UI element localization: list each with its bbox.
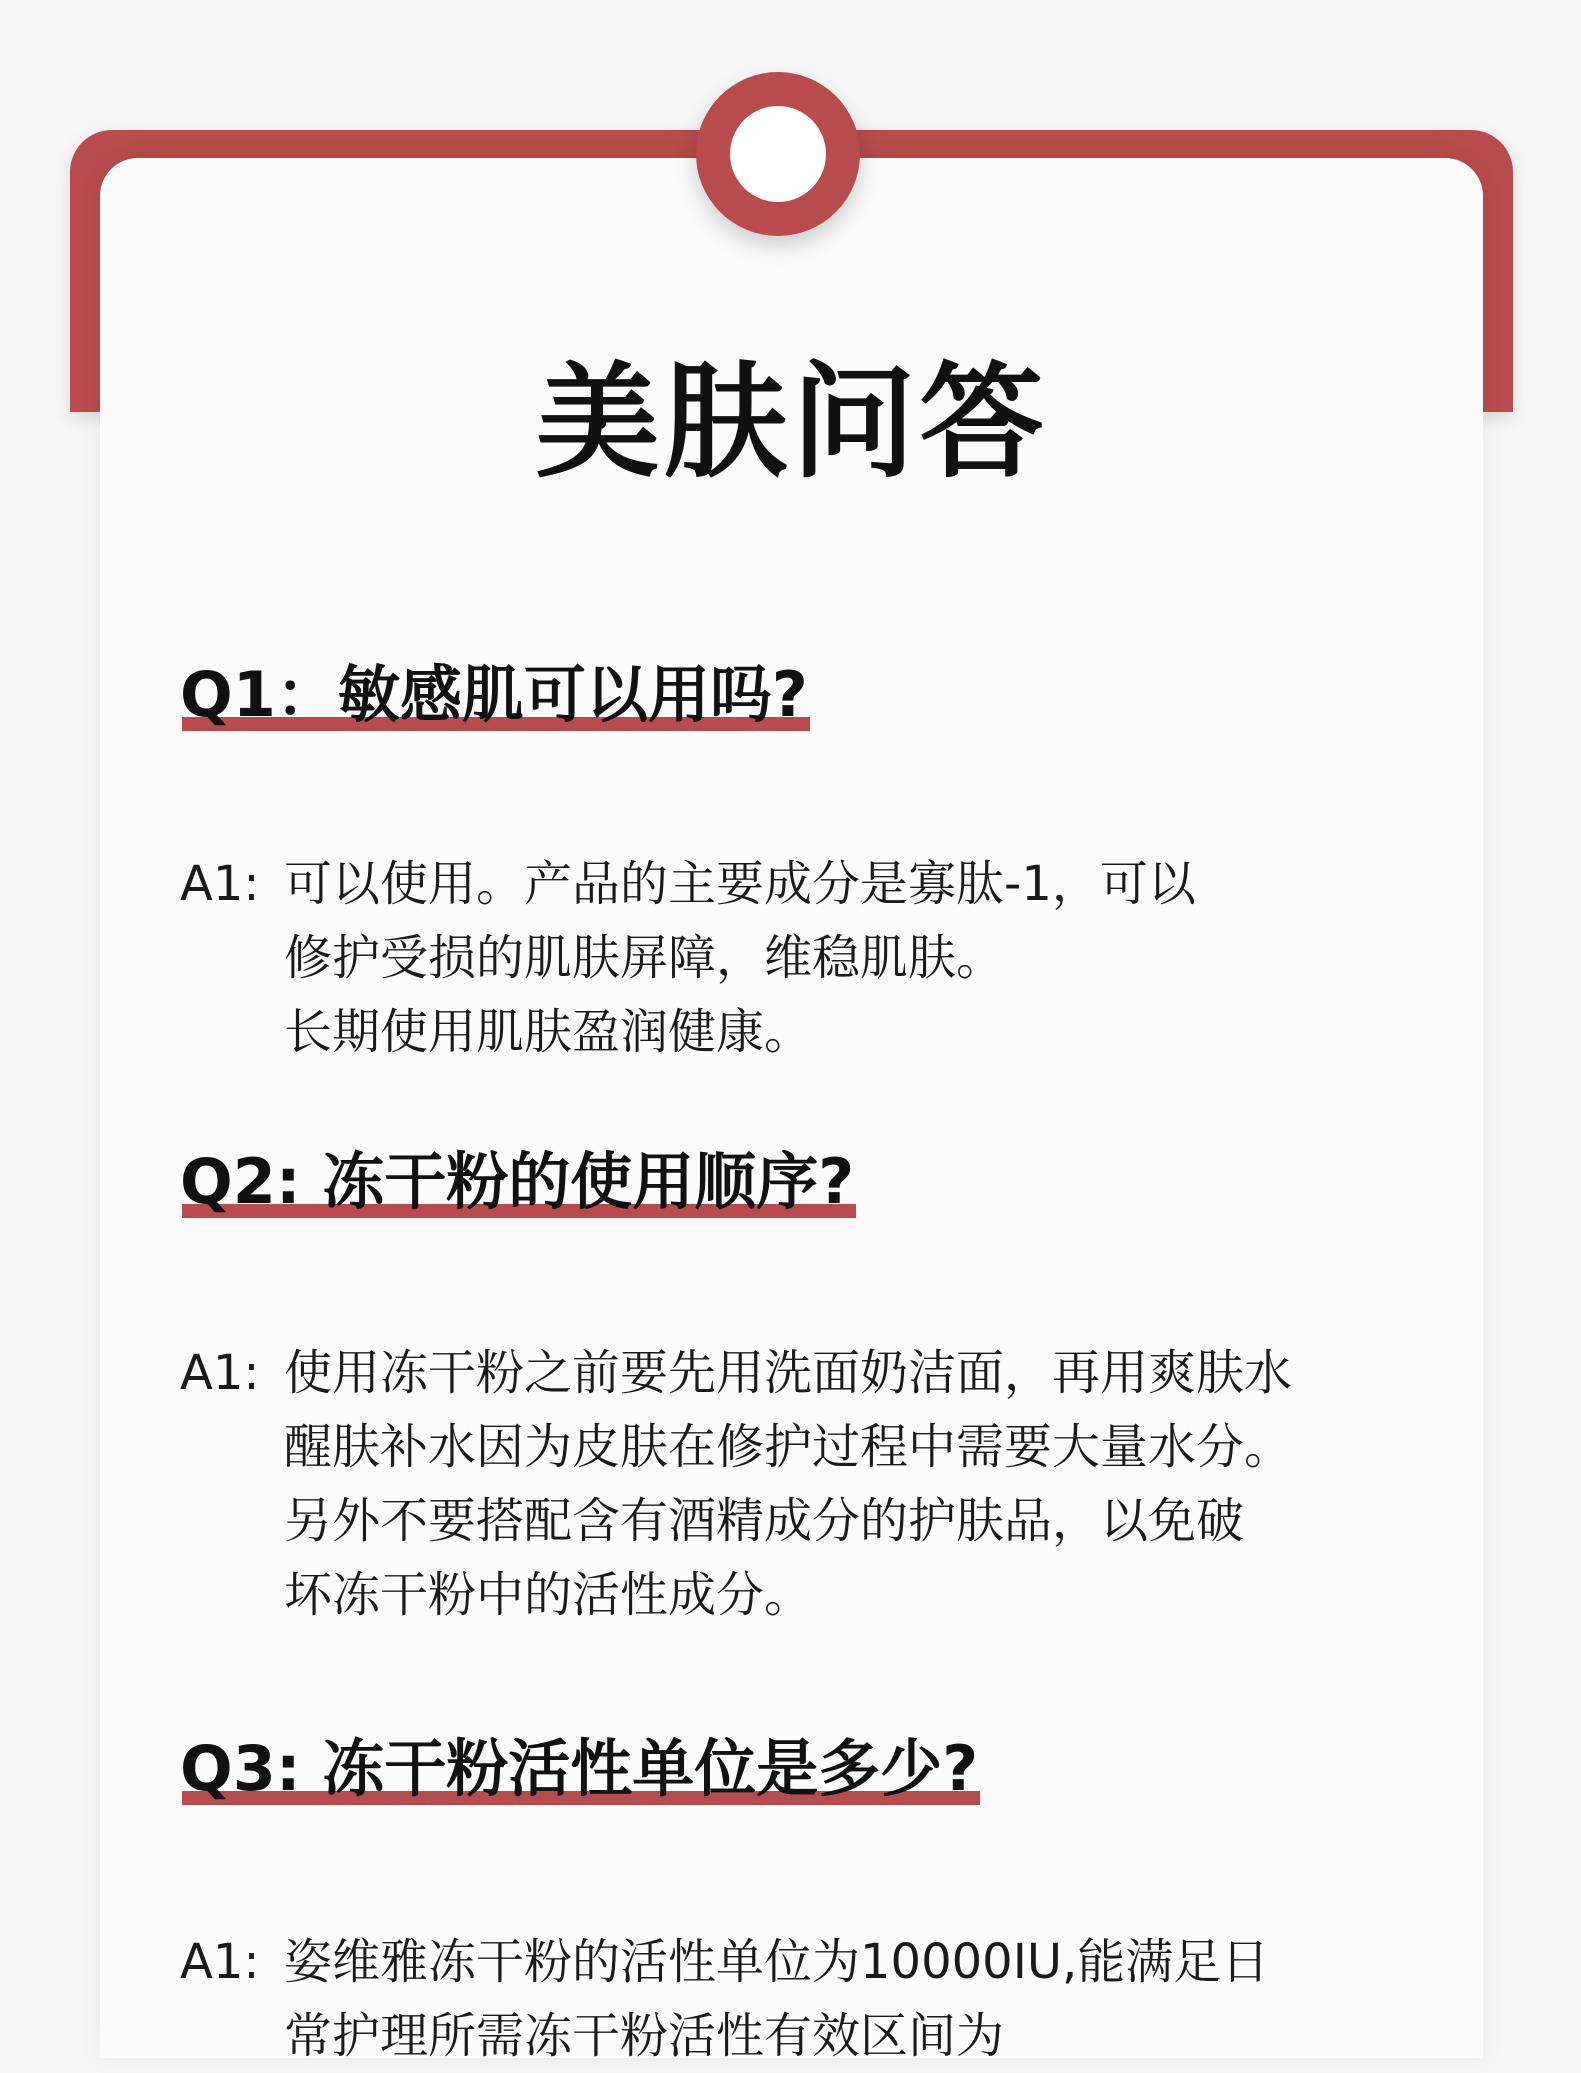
question-text: Q2: 冻干粉的使用顺序?: [180, 1145, 855, 1218]
answer-line: 使用冻干粉之前要先用洗面奶洁面，再用爽肤水: [284, 1345, 1293, 1401]
answer-line: 另外不要搭配含有酒精成分的护肤品，以免破: [284, 1493, 1245, 1549]
ring-hole: [730, 106, 826, 202]
answer-lines: [284, 847, 1196, 1069]
question-2: [180, 1142, 854, 1222]
question-3: [180, 1729, 978, 1809]
page-title: 美肤问答: [535, 351, 1048, 495]
question-text: Q1：敏感肌可以用吗?: [180, 658, 808, 731]
question-1: [180, 655, 808, 735]
answer-lines: [284, 1336, 1292, 1632]
qa-item-2: [180, 1142, 1440, 1632]
answer-line: 坏冻干粉中的活性成分。: [284, 1567, 813, 1623]
qa-item-1: [180, 655, 1440, 1069]
question-text: Q3: 冻干粉活性单位是多少?: [180, 1732, 979, 1805]
answer-line: 长期使用肌肤盈润健康。: [284, 1004, 813, 1060]
answer-1: [180, 847, 1440, 1069]
answer-label: A1:: [180, 1934, 260, 1990]
answer-line: 可以使用。产品的主要成分是寡肽-1，可以: [284, 856, 1196, 912]
answer-line: 醒肤补水因为皮肤在修护过程中需要大量水分。: [284, 1419, 1293, 1475]
answer-line: 修护受损的肌肤屏障，维稳肌肤。: [284, 930, 1005, 986]
answer-label: A1:: [180, 1345, 260, 1401]
qa-item-3: [180, 1729, 1440, 2073]
answer-line: 常护理所需冻干粉活性有效区间为: [284, 2008, 1005, 2064]
answer-lines: [284, 1925, 1269, 2073]
answer-2: [180, 1336, 1440, 1632]
answer-3: [180, 1925, 1440, 2073]
ring-ornament: [696, 72, 860, 236]
answer-line: 姿维雅冻干粉的活性单位为10000IU,能满足日: [284, 1934, 1270, 1990]
answer-label: A1:: [180, 856, 260, 912]
